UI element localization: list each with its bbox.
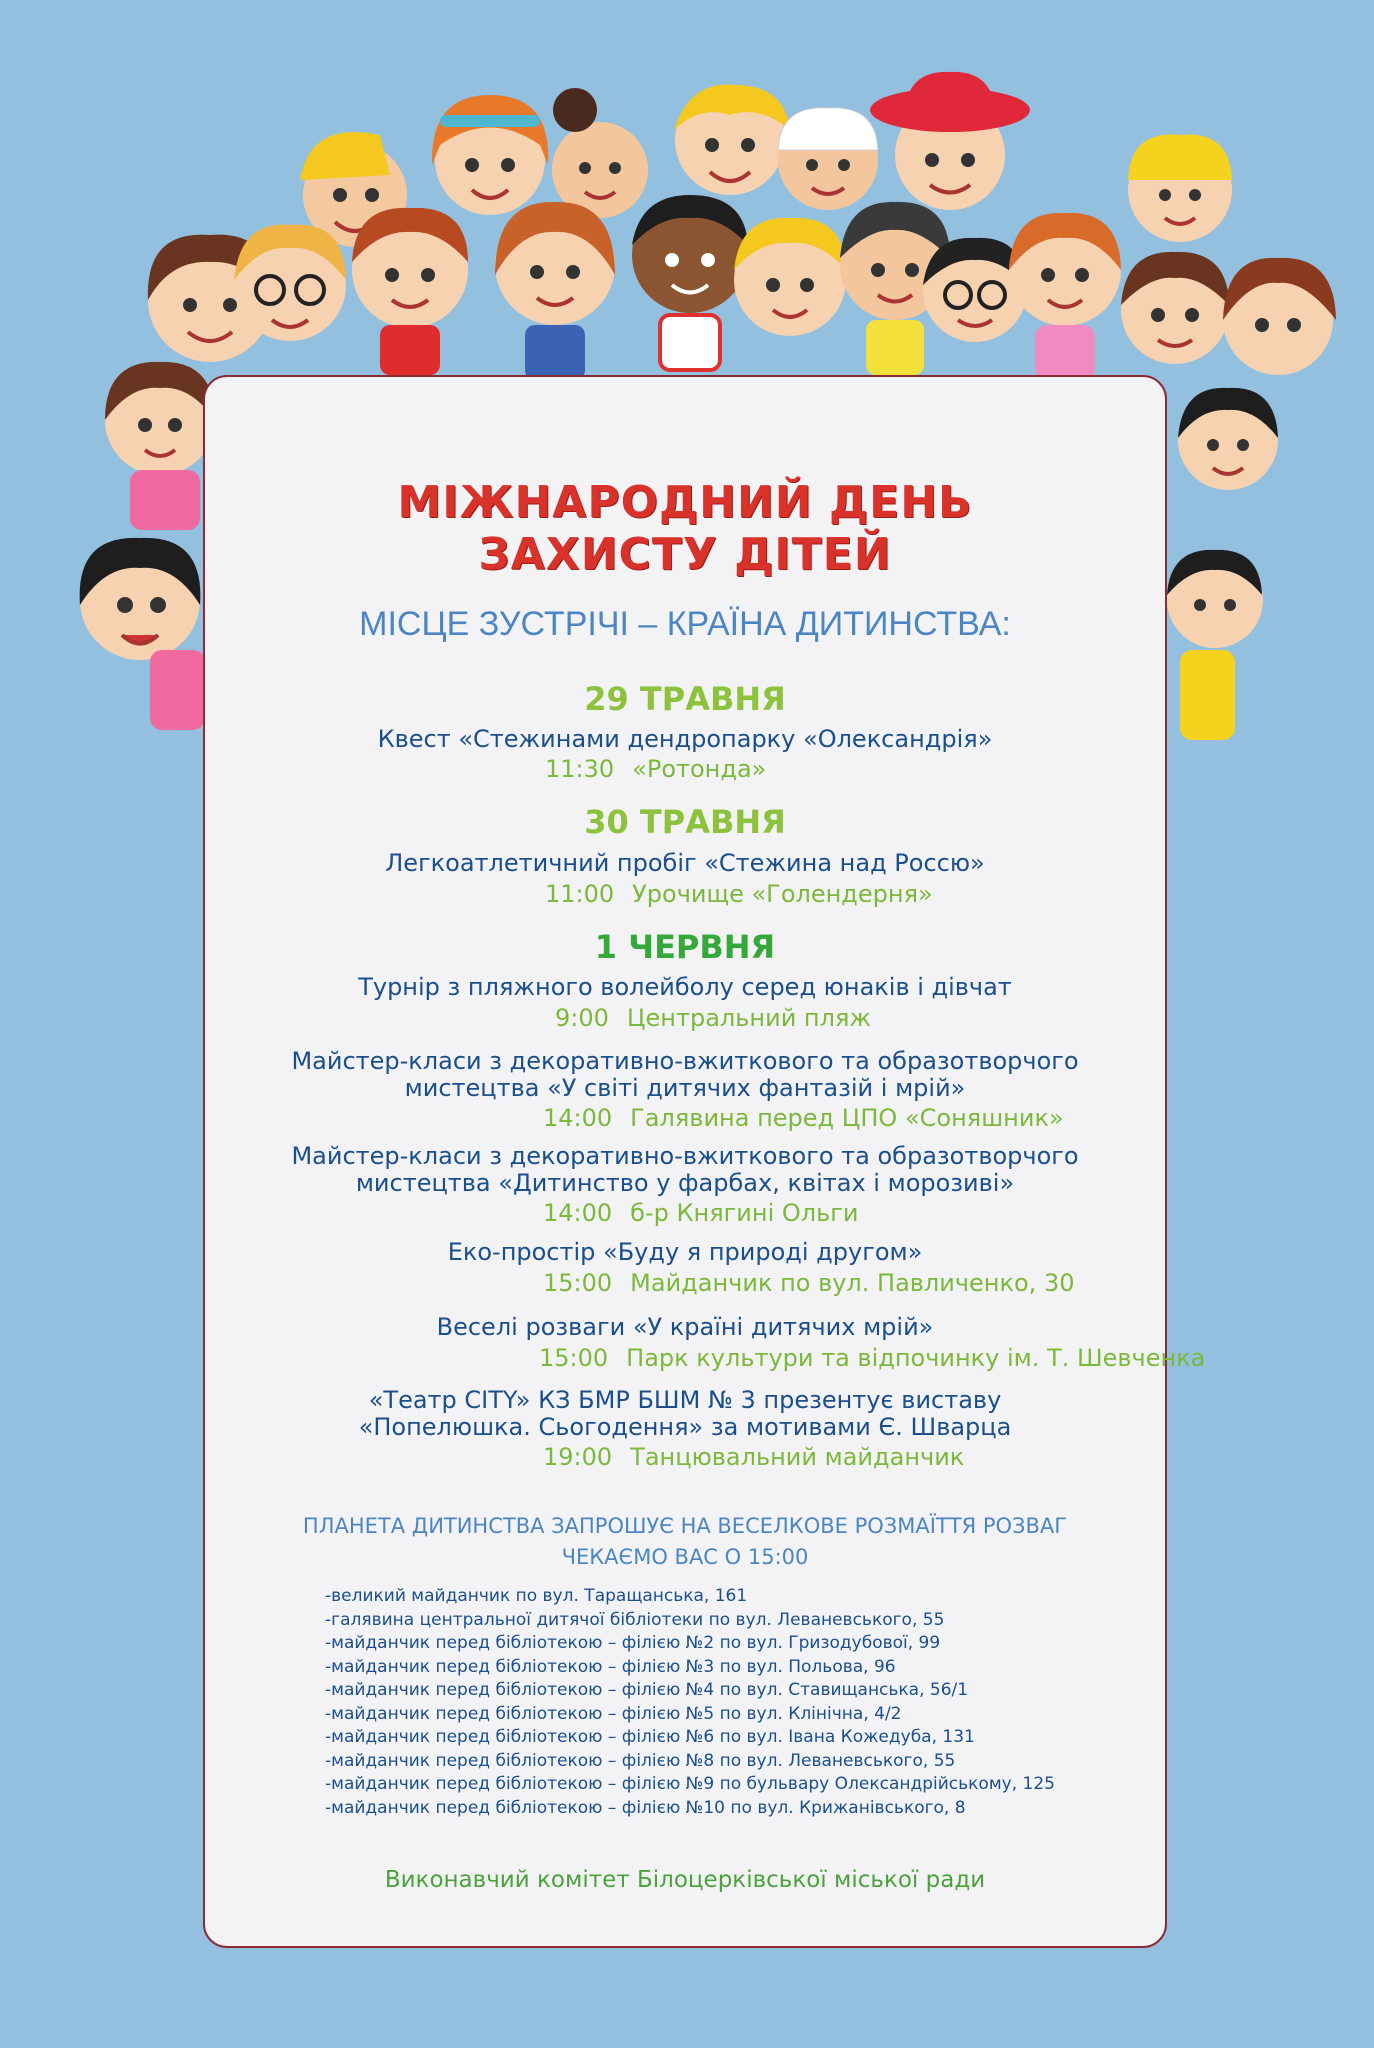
subtitle: МІСЦЕ ЗУСТРІЧІ – КРАЇНА ДИТИНСТВА: bbox=[359, 605, 1011, 643]
date-heading: 1 ЧЕРВНЯ bbox=[594, 928, 776, 966]
list-item: -майданчик перед бібліотекою – філією №8 по вул. Леваневського, 55 bbox=[325, 1750, 956, 1771]
kid-head-icon bbox=[1167, 550, 1263, 740]
event-time: 15:00 bbox=[543, 1269, 613, 1297]
event-time: 14:00 bbox=[543, 1104, 613, 1132]
title-line-2: ЗАХИСТУ ДІТЕЙ bbox=[478, 529, 892, 580]
event-time: 19:00 bbox=[543, 1443, 613, 1471]
event-time: 11:30 bbox=[545, 755, 615, 783]
list-item: -майданчик перед бібліотекою – філією №3 по вул. Польова, 96 bbox=[325, 1656, 896, 1677]
date-heading: 29 ТРАВНЯ bbox=[584, 680, 786, 718]
list-item: -майданчик перед бібліотекою – філією №2 по вул. Гризодубової, 99 bbox=[325, 1633, 941, 1653]
event-title-line-1: Майстер-класи з декоративно-вжиткового та образотворчого bbox=[291, 1047, 1079, 1075]
kid-head-icon bbox=[432, 95, 548, 215]
event-title-line-2: «Попелюшка. Сьогодення» за мотивами Є. Шварца bbox=[358, 1413, 1012, 1441]
list-item: -майданчик перед бібліотекою – філією №6 по вул. Івана Кожедуба, 131 bbox=[325, 1727, 975, 1747]
event-time-place bbox=[539, 1344, 1205, 1372]
planet-time: ЧЕКАЄМО ВАС О 15:00 bbox=[561, 1545, 809, 1569]
list-item: -майданчик перед бібліотекою – філією №10 по вул. Крижанівського, 8 bbox=[325, 1797, 966, 1818]
event-title-line-2: мистецтва «Дитинство у фарбах, квітах і морозиві» bbox=[355, 1169, 1015, 1197]
kid-head-icon bbox=[1121, 252, 1229, 364]
event-time-place bbox=[543, 1199, 858, 1227]
kid-head-icon bbox=[352, 208, 468, 375]
event-time-place bbox=[555, 1004, 871, 1032]
event-title-line-2: мистецтва «У світі дитячих фантазій і мрій» bbox=[404, 1074, 966, 1102]
kid-head-icon bbox=[495, 202, 615, 380]
event-time-place bbox=[543, 1269, 1074, 1297]
event-title: Еко-простір «Буду я природі другом» bbox=[447, 1238, 923, 1266]
event-place: Парк культури та відпочинку ім. Т. Шевченка bbox=[626, 1344, 1206, 1372]
kid-head-icon bbox=[105, 362, 215, 530]
kid-head-icon bbox=[870, 72, 1030, 210]
kid-head-icon bbox=[778, 108, 878, 210]
date-heading: 30 ТРАВНЯ bbox=[584, 803, 786, 841]
kid-head-icon bbox=[734, 218, 846, 336]
event-title: Веселі розваги «У країні дитячих мрій» bbox=[436, 1313, 934, 1341]
event-time-place bbox=[545, 755, 766, 783]
list-item: -галявина центральної дитячої бібліотеки по вул. Леваневського, 55 bbox=[325, 1609, 945, 1630]
location-list bbox=[325, 1585, 1055, 1820]
event-title: Квест «Стежинами дендропарку «Олександрія» bbox=[377, 725, 993, 753]
kid-head-icon bbox=[1009, 213, 1121, 380]
list-item: -великий майданчик по вул. Таращанська, 161 bbox=[325, 1586, 748, 1606]
event-time-place bbox=[545, 880, 933, 908]
event-title: Легкоатлетичний пробіг «Стежина над Россю» bbox=[385, 849, 985, 877]
title-line-1: МІЖНАРОДНИЙ ДЕНЬ bbox=[397, 477, 973, 528]
kid-head-icon bbox=[674, 85, 790, 195]
kid-head-icon bbox=[80, 538, 205, 730]
list-item: -майданчик перед бібліотекою – філією №5 по вул. Клінічна, 4/2 bbox=[325, 1703, 902, 1724]
kid-head-icon bbox=[234, 225, 346, 341]
event-time: 9:00 bbox=[555, 1004, 609, 1032]
list-item: -майданчик перед бібліотекою – філією №4 по вул. Ставищанська, 56/1 bbox=[325, 1680, 969, 1700]
kid-head-icon bbox=[1223, 258, 1336, 375]
footer-organizer: Виконавчий комітет Білоцерківської міської ради bbox=[384, 1867, 986, 1893]
event-time: 14:00 bbox=[543, 1199, 613, 1227]
event-place: Майданчик по вул. Павличенко, 30 bbox=[630, 1269, 1075, 1297]
list-item: -майданчик перед бібліотекою – філією №9 по бульвару Олександрійському, 125 bbox=[325, 1774, 1055, 1794]
event-place: Урочище «Голендерня» bbox=[632, 880, 933, 908]
event-time-place bbox=[543, 1104, 1064, 1132]
event-time: 11:00 bbox=[545, 880, 615, 908]
kid-head-icon bbox=[1128, 135, 1232, 242]
event-title-line-1: Майстер-класи з декоративно-вжиткового та образотворчого bbox=[291, 1142, 1079, 1170]
event-title: Турнір з пляжного волейболу серед юнаків і дівчат bbox=[358, 973, 1012, 1001]
kid-head-icon bbox=[632, 195, 748, 370]
event-place: Галявина перед ЦПО «Соняшник» bbox=[630, 1104, 1064, 1132]
event-place: «Ротонда» bbox=[632, 755, 767, 783]
program-panel bbox=[203, 375, 1206, 1948]
kid-head-icon bbox=[552, 88, 648, 218]
event-place: Центральний пляж bbox=[626, 1004, 872, 1032]
event-title-line-1: «Театр CITY» КЗ БМР БШМ № 3 презентує виставу bbox=[368, 1386, 1002, 1414]
event-time-place bbox=[543, 1443, 964, 1471]
kid-head-icon bbox=[1178, 388, 1278, 490]
event-place: б-р Княгині Ольги bbox=[630, 1199, 859, 1227]
event-time: 15:00 bbox=[539, 1344, 609, 1372]
planet-heading: ПЛАНЕТА ДИТИНСТВА ЗАПРОШУЄ НА ВЕСЕЛКОВЕ РОЗМАЇТТЯ РОЗВАГ bbox=[302, 1514, 1068, 1538]
event-place: Танцювальний майданчик bbox=[630, 1443, 965, 1471]
